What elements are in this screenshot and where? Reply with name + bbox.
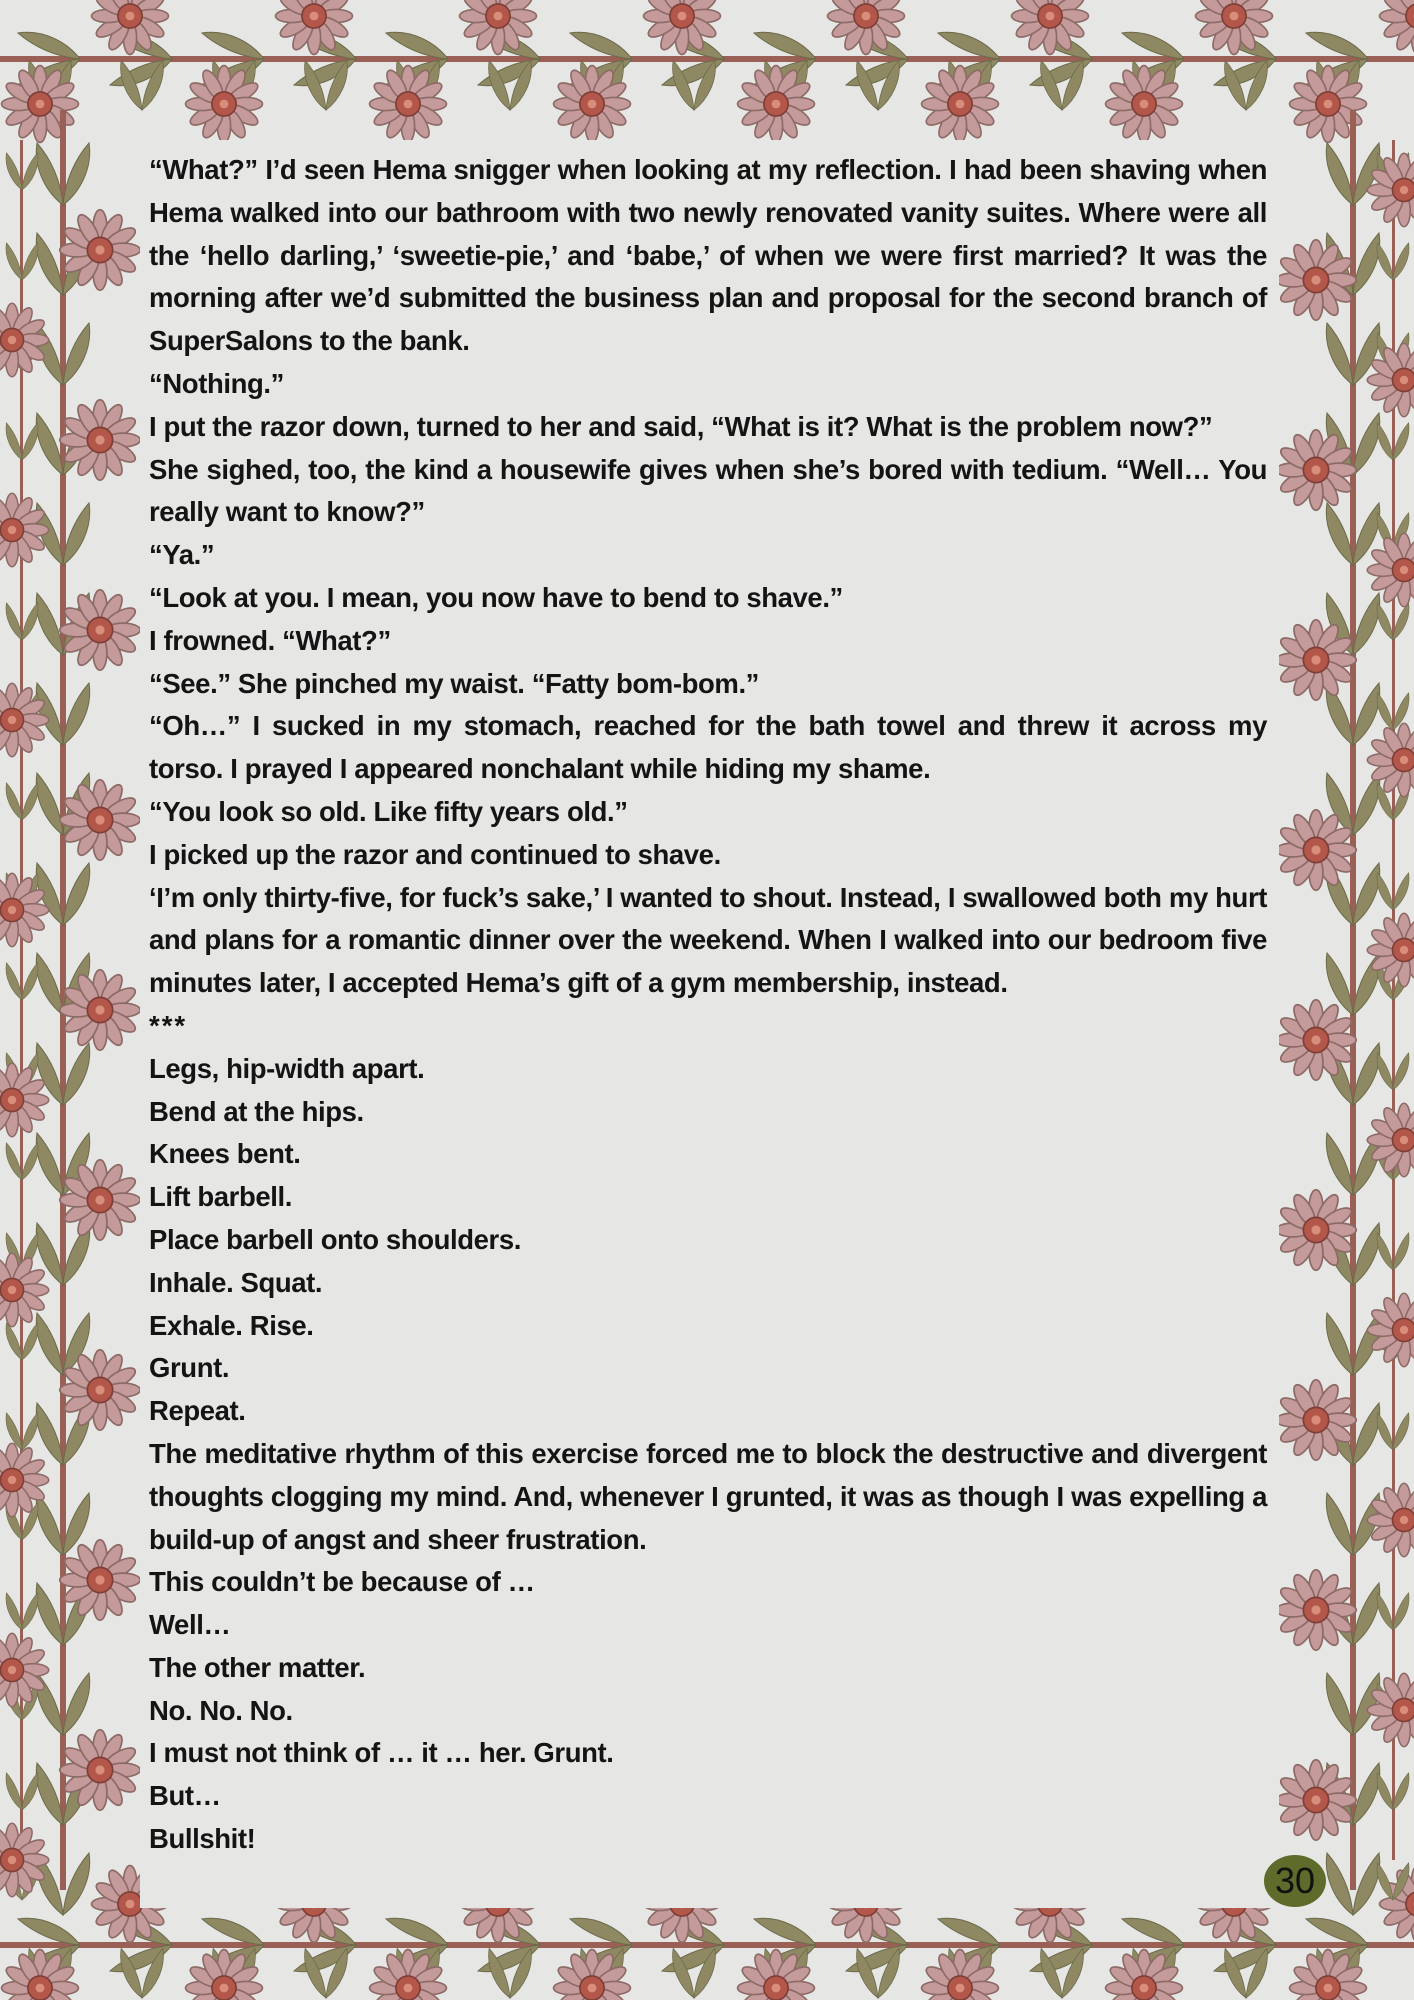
paragraph: Knees bent. [149,1138,301,1170]
paragraph: “You look so old. Like fifty years old.” [149,795,628,827]
paragraph: She sighed, too, the kind a housewife gives when she’s bored with tedium. “Well… You really want to know?” [149,453,1267,528]
paragraph: I must not think of … it … her. Grunt. [149,1737,614,1769]
paragraph: Grunt. [149,1352,230,1384]
paragraph: “What?” I’d seen Hema snigger when looking at my reflection. I had been shaving when Hema walked into our bathroom with two newly renovated vanity suites. Where were all the ‘hello darling,’ ‘sweetie-pie,’ and ‘babe,’ of when we were first married? It was the morning after we’d submitted the business plan and proposal for the second branch of SuperSalons to the bank. [149,154,1267,357]
floral-border-right [1276,110,1414,1915]
paragraph: “See.” She pinched my waist. “Fatty bom-bom.” [149,667,760,699]
paragraph: But… [149,1780,221,1812]
paragraph: Bullshit! [149,1823,256,1855]
paragraph: Legs, hip-width apart. [149,1052,425,1084]
paragraph: Repeat. [149,1395,246,1427]
paragraph: “Oh…” I sucked in my stomach, reached for the bath towel and threw it across my torso. I prayed I appeared nonchalant while hiding my shame. [149,710,1267,785]
paragraph: This couldn’t be because of … [149,1566,535,1598]
paragraph: *** [149,1009,188,1041]
page-number-badge: 30 [1264,1855,1326,1907]
paragraph: No. No. No. [149,1694,293,1726]
paragraph: I picked up the razor and continued to shave. [149,838,721,870]
paragraph: Exhale. Rise. [149,1309,314,1341]
floral-border-left [0,110,140,1915]
paragraph: “Ya.” [149,539,215,571]
paragraph: The meditative rhythm of this exercise forced me to block the destructive and divergent thoughts clogging my mind. And, whenever I grunted, it was as though I was expelling a build-up of angst and sheer frustration. [149,1437,1267,1555]
paragraph: Bend at the hips. [149,1095,364,1127]
paragraph: The other matter. [149,1651,366,1683]
story-text [149,149,1267,1861]
paragraph: I frowned. “What?” [149,624,391,656]
paragraph: Inhale. Squat. [149,1266,323,1298]
paragraph: “Nothing.” [149,367,284,399]
paragraph: Well… [149,1609,231,1641]
floral-border-top [0,0,1414,143]
paragraph: “Look at you. I mean, you now have to bend to shave.” [149,581,843,613]
paragraph: Place barbell onto shoulders. [149,1223,521,1255]
paragraph: Lift barbell. [149,1181,293,1213]
paragraph: I put the razor down, turned to her and said, “What is it? What is the problem now?” [149,410,1213,442]
paragraph: ‘I’m only thirty-five, for fuck’s sake,’ I wanted to shout. Instead, I swallowed both my hurt and plans for a romantic dinner over the weekend. When I walked into our bedroom five minutes later, I accepted Hema’s gift of a gym membership, instead. [149,881,1267,999]
